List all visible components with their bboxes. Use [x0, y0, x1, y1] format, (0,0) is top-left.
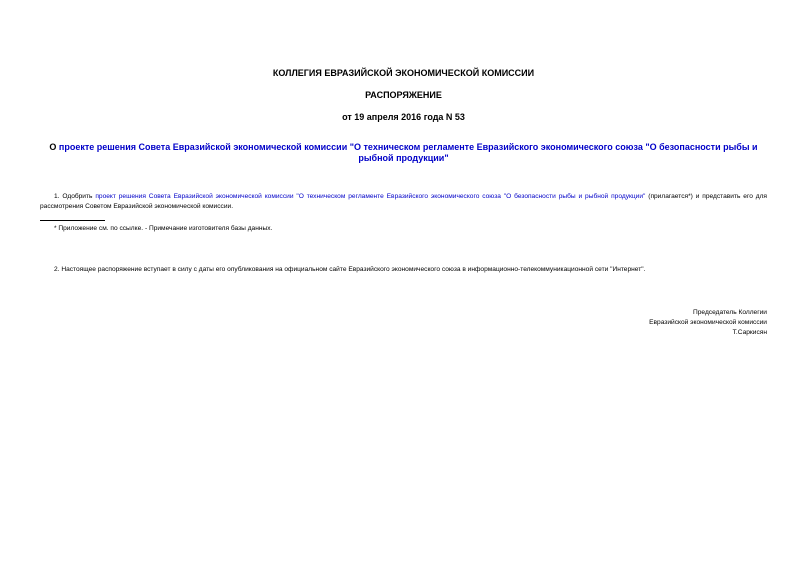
item1-link[interactable]: проект решения Совета Евразийской экономической комиссии "О техническом регламенте Евразийского экономического союза "О безопасности рыбы и рыбной продукции"	[95, 193, 646, 200]
signature-organization: Евразийской экономической комиссии	[649, 319, 767, 326]
signature-block	[649, 308, 767, 338]
document-title	[40, 142, 767, 164]
title-link[interactable]: проекте решения Совета Евразийской экономической комиссии "О техническом регламенте Евразийского экономического союза "О безопасности рыбы и рыбной продукции"	[58, 142, 758, 163]
footnote-divider	[40, 220, 105, 221]
signature-position: Председатель Коллегии	[693, 309, 767, 316]
date-number-line: от 19 апреля 2016 года N 53	[342, 112, 465, 122]
item1-prefix: 1. Одобрить	[54, 193, 96, 200]
signature-name: Т.Саркисян	[732, 329, 767, 336]
paragraph-item-1	[40, 192, 767, 212]
paragraph-item-2: 2. Настоящее распоряжение вступает в силу с даты его опубликования на официальном сайте Евразийского экономического союза в информационно-телекоммуникационной сети "Интернет".	[54, 266, 646, 273]
org-heading: КОЛЛЕГИЯ ЕВРАЗИЙСКОЙ ЭКОНОМИЧЕСКОЙ КОМИССИИ	[272, 68, 535, 78]
title-prefix: О	[49, 142, 59, 152]
item1-suffix: (прилагается*) и представить его для рассмотрения Советом Евразийской экономической комиссии.	[40, 193, 768, 210]
doc-type-heading: РАСПОРЯЖЕНИЕ	[365, 90, 442, 100]
footnote-text: * Приложение см. по ссылке. - Примечание изготовителя базы данных.	[54, 225, 273, 232]
